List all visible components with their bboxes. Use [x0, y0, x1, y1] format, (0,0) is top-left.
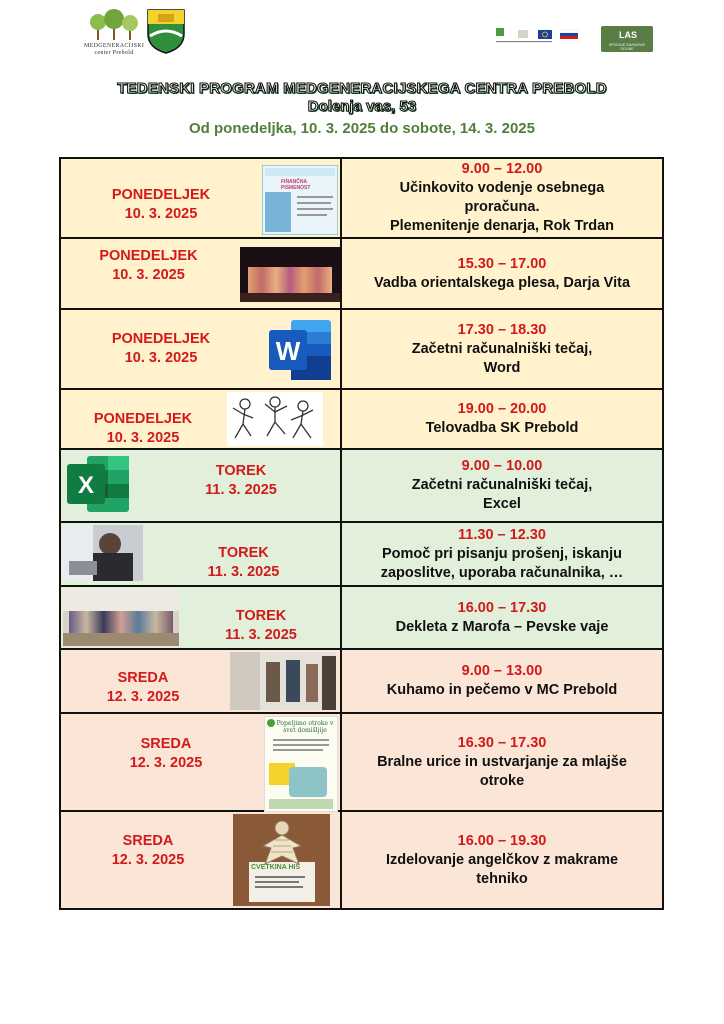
day-cell: [61, 310, 342, 388]
day-date: 10. 3. 2025: [106, 430, 180, 446]
day-name: TOREK: [218, 545, 269, 561]
event-cell: [342, 587, 662, 648]
schedule-row: [61, 650, 662, 714]
day-label: [186, 607, 336, 645]
kitchen-photo: [230, 652, 336, 710]
schedule-row: [61, 239, 662, 310]
event-time: 9.00 – 13.00: [461, 663, 543, 679]
day-name: PONEDELJEK: [111, 187, 211, 203]
event-desc-line: Učinkovito vodenje osebnega: [399, 180, 605, 196]
event-cell: [342, 159, 662, 237]
event-cell: [342, 714, 662, 810]
day-date: 10. 3. 2025: [124, 350, 198, 366]
day-cell: [61, 450, 342, 521]
reading-poster-icon: [264, 716, 338, 812]
event-cell: [342, 523, 662, 585]
event-desc-line: Kuhamo in pečemo v MC Prebold: [386, 682, 618, 698]
event-desc-line: proračuna.: [464, 199, 540, 215]
schedule-row: [61, 523, 662, 587]
day-cell: [61, 390, 342, 448]
schedule-row: [61, 714, 662, 812]
schedule-row: [61, 812, 662, 908]
word-icon: [267, 318, 333, 382]
schedule-row: [61, 587, 662, 650]
day-label: [83, 832, 213, 870]
day-date: 11. 3. 2025: [205, 482, 277, 498]
event-desc-line: Bralne urice in ustvarjanje za mlajše: [377, 753, 627, 770]
day-date: 12. 3. 2025: [106, 689, 180, 705]
finance-poster-icon: [262, 165, 338, 235]
day-label: [81, 186, 241, 224]
day-label: [69, 410, 217, 448]
day-name: SREDA: [117, 670, 169, 686]
las-label: LAS: [619, 30, 637, 40]
day-date: 10. 3. 2025: [124, 206, 198, 222]
day-cell: [61, 523, 342, 585]
day-cell: [61, 159, 342, 237]
day-cell: [61, 812, 342, 908]
event-cell: [342, 310, 662, 388]
computer-help-photo: [63, 525, 143, 581]
page-title: TEDENSKI PROGRAM MEDGENERACIJSKEGA CENTRA PREBOLD: [117, 80, 607, 97]
event-desc-line: Plemenitenje denarja, Rok Trdan: [389, 218, 614, 234]
event-cell: [342, 390, 662, 448]
page-subtitle: Od ponedeljka, 10. 3. 2025 do sobote, 14. 3. 2025: [189, 120, 535, 137]
las-logo: [601, 26, 653, 52]
day-label: [73, 669, 213, 707]
org-line2: center Prebold: [94, 50, 134, 56]
event-time: 19.00 – 20.00: [457, 401, 547, 417]
svg-text:W: W: [275, 336, 301, 366]
schedule-row: [61, 159, 662, 239]
svg-text:X: X: [77, 472, 95, 499]
event-desc-line: Vadba orientalskega plesa, Darja Vita: [373, 274, 631, 291]
day-name: PONEDELJEK: [99, 248, 198, 264]
schedule-row: [61, 450, 662, 523]
day-name: TOREK: [215, 463, 267, 479]
org-name: [84, 43, 144, 57]
las-subtitle: SPODNJE SAVINJSKE DOLINE: [608, 43, 646, 51]
day-name: PONEDELJEK: [111, 331, 211, 347]
excel-icon: [65, 454, 131, 514]
poster-macrame-title: CVETKINA HIŠ: [251, 864, 301, 871]
macrame-angel-photo: [233, 814, 330, 906]
poster-reading-title: Popeljimo otroke v svet domišljije: [276, 720, 334, 734]
day-date: 12. 3. 2025: [129, 755, 203, 771]
event-time: 15.30 – 17.00: [457, 255, 547, 272]
exercise-sketch-icon: [227, 392, 323, 446]
org-line1: MEDGENERACIJSKI: [84, 43, 145, 49]
event-time: 11.30 – 12.30: [458, 526, 546, 543]
prebold-coat-of-arms-icon: [146, 8, 186, 54]
day-name: TOREK: [235, 608, 287, 624]
event-time: 9.00 – 10.00: [461, 458, 543, 474]
day-date: 11. 3. 2025: [225, 627, 297, 643]
weekly-schedule-table: [59, 157, 664, 910]
event-time: 16.00 – 17.30: [457, 599, 547, 616]
event-cell: [342, 239, 662, 308]
page-address: Dolenja vas, 53: [307, 98, 417, 115]
day-cell: [61, 650, 342, 712]
event-desc-line: Pomoč pri pisanju prošenj, iskanju: [381, 545, 623, 562]
day-date: 12. 3. 2025: [111, 852, 185, 868]
dance-stage-photo: [240, 247, 340, 302]
event-desc-line: Dekleta z Marofa – Pevske vaje: [395, 618, 609, 635]
schedule-row: [61, 310, 662, 390]
day-date: 11. 3. 2025: [207, 564, 280, 580]
event-time: 9.00 – 12.00: [461, 161, 543, 177]
angel-figure-icon: [255, 816, 309, 874]
event-desc-line: Telovadba SK Prebold: [425, 420, 579, 436]
day-label: [171, 462, 311, 500]
event-desc-line: otroke: [479, 772, 525, 789]
day-cell: [61, 587, 342, 648]
day-cell: [61, 714, 342, 810]
day-name: SREDA: [140, 736, 192, 752]
event-cell: [342, 450, 662, 521]
event-desc-line: Začetni računalniški tečaj,: [411, 340, 593, 357]
event-desc-line: Izdelovanje angelčkov z makrame: [385, 851, 619, 868]
trees-logo-icon: [84, 8, 146, 42]
poster-finance-title: FINANČNA PISMENOST: [281, 179, 311, 191]
day-name: SREDA: [122, 833, 174, 849]
day-label: [96, 735, 236, 773]
schedule-row: [61, 390, 662, 450]
day-name: PONEDELJEK: [93, 411, 193, 427]
day-cell: [61, 239, 342, 308]
event-desc-line: tehniko: [476, 870, 528, 887]
medgeneracijski-logo: [84, 8, 194, 60]
eu-funding-logos: [496, 26, 586, 53]
event-desc-line: Word: [483, 359, 521, 376]
event-cell: [342, 650, 662, 712]
event-time: 16.30 – 17.30: [457, 734, 547, 751]
event-desc-line: zaposlitve, uporaba računalnika, …: [380, 564, 624, 581]
day-label: [86, 330, 236, 368]
day-date: 10. 3. 2025: [112, 267, 185, 283]
event-time: 16.00 – 19.30: [457, 832, 547, 849]
day-label: [171, 544, 316, 582]
event-cell: [342, 812, 662, 908]
choir-photo: [63, 589, 179, 646]
event-desc-line: Začetni računalniški tečaj,: [411, 477, 593, 493]
event-desc-line: Excel: [483, 496, 521, 512]
eu-flags-icon: [496, 26, 586, 48]
day-label: [76, 247, 221, 285]
event-time: 17.30 – 18.30: [457, 321, 547, 338]
